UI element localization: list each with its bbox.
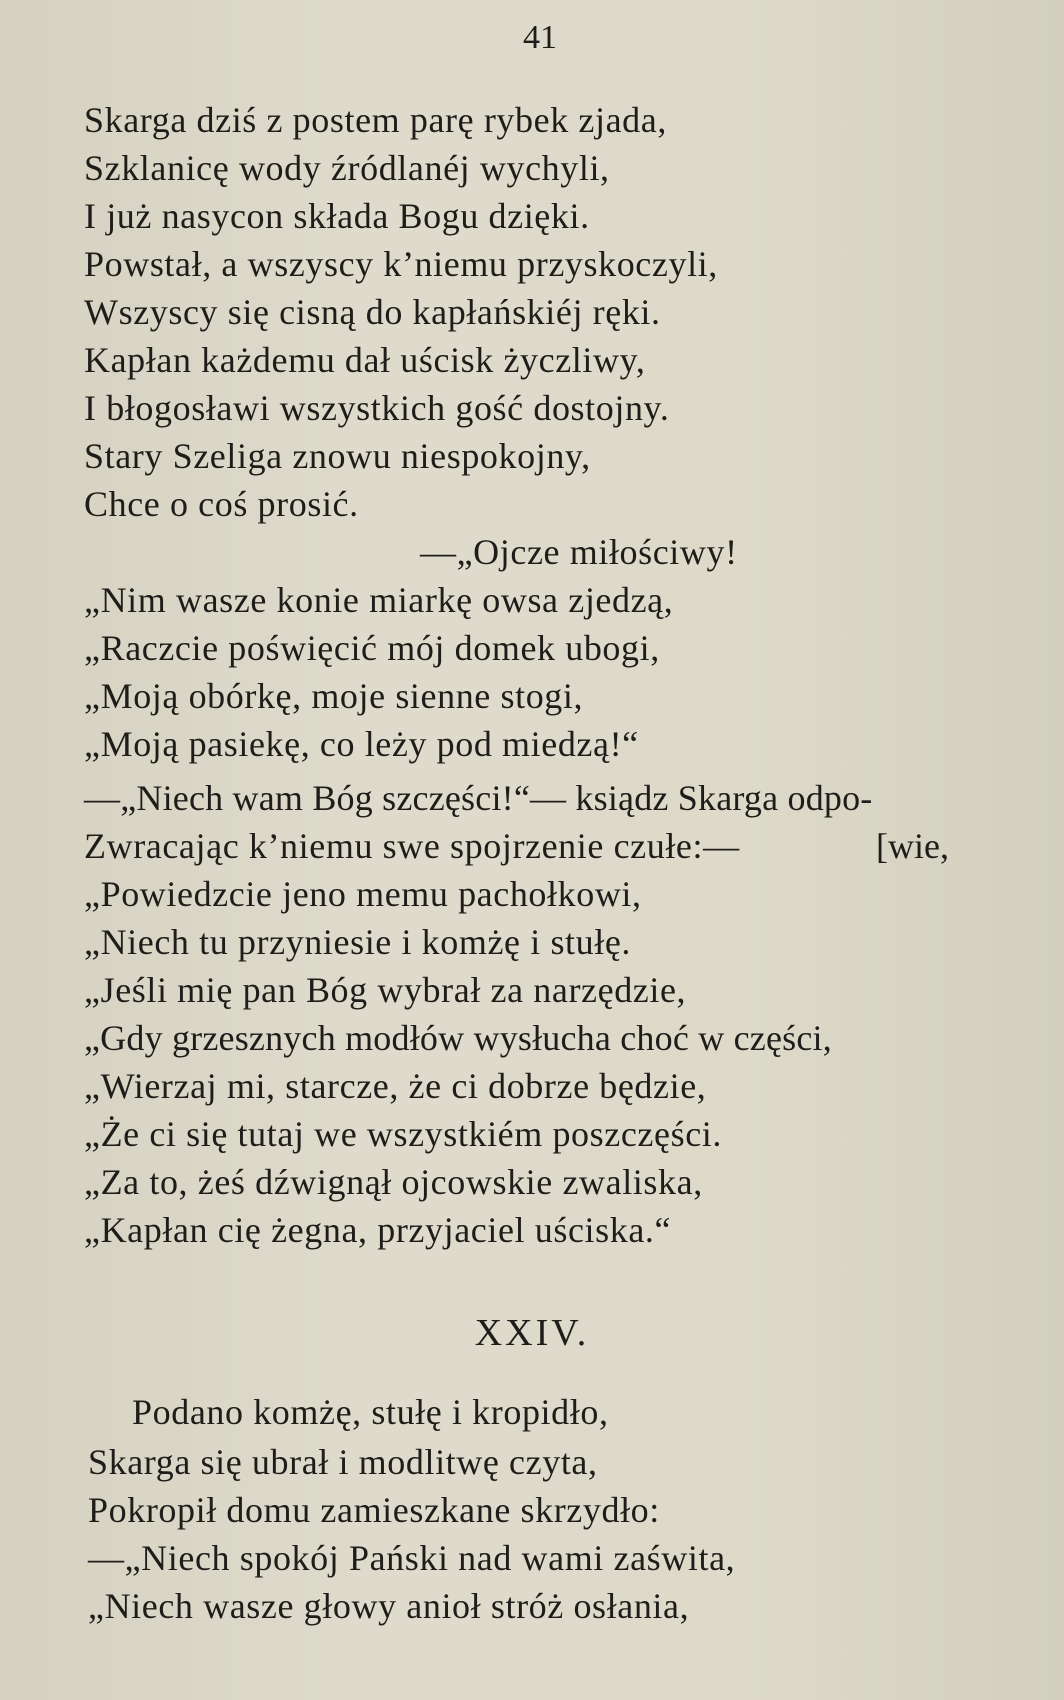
poem-line: Chce o coś prosić. xyxy=(84,484,359,524)
poem-line: Podano komżę, stułę i kropidło, xyxy=(132,1392,609,1432)
page-number: 41 xyxy=(523,19,557,56)
poem-line: „Nim wasze konie miarkę owsa zjedzą, xyxy=(84,580,674,620)
poem-line: „Że ci się tutaj we wszystkiém poszczęści. xyxy=(84,1114,722,1154)
poem-line: I błogosławi wszystkich gość dostojny. xyxy=(84,388,670,428)
poem-line: —„Ojcze miłościwy! xyxy=(420,532,738,572)
poem-line: Wszyscy się cisną do kapłańskiéj ręki. xyxy=(84,292,661,332)
poem-line: „Niech tu przyniesie i komżę i stułę. xyxy=(84,922,632,962)
poem-line: „Moją obórkę, moje sienne stogi, xyxy=(84,676,584,716)
poem-line: „Jeśli mię pan Bóg wybrał za narzędzie, xyxy=(84,970,687,1010)
poem-line: „Kapłan cię żegna, przyjaciel uściska.“ xyxy=(84,1210,672,1250)
poem-line: Kapłan każdemu dał uścisk życzliwy, xyxy=(84,340,646,380)
poem-line: „Powiedzcie jeno memu pachołkowi, xyxy=(84,874,642,914)
poem-line: Szklanicę wody źródlanéj wychyli, xyxy=(84,148,610,188)
poem-line: Pokropił domu zamieszkane skrzydło: xyxy=(88,1490,660,1530)
poem-line: „Gdy grzesznych modłów wysłucha choć w części, xyxy=(84,1018,832,1058)
poem-line: —„Niech spokój Pański nad wami zaświta, xyxy=(88,1538,736,1578)
poem-line: „Raczcie poświęcić mój domek ubogi, xyxy=(84,628,660,668)
poem-line: „Niech wasze głowy anioł stróż osłania, xyxy=(88,1586,690,1626)
poem-line: „Moją pasiekę, co leży pod miedzą!“ xyxy=(84,724,639,764)
poem-line: —„Niech wam Bóg szczęści!“— ksiądz Skarga odpo- xyxy=(84,778,873,818)
overflow-word: [wie, xyxy=(876,826,949,866)
poem-line: Zwracając k’niemu swe spojrzenie czułe:— xyxy=(84,826,740,866)
poem-line: „Za to, żeś dźwignął ojcowskie zwaliska, xyxy=(84,1162,703,1202)
section-heading: XXIV. xyxy=(474,1312,590,1354)
poem-line: Powstał, a wszyscy k’niemu przyskoczyli, xyxy=(84,244,718,284)
poem-line: „Wierzaj mi, starcze, że ci dobrze będzie, xyxy=(84,1066,707,1106)
poem-line: Skarga się ubrał i modlitwę czyta, xyxy=(88,1442,598,1482)
poem-line: I już nasycon składa Bogu dzięki. xyxy=(84,196,590,236)
poem-line: Skarga dziś z postem parę rybek zjada, xyxy=(84,100,667,140)
poem-line: Stary Szeliga znowu niespokojny, xyxy=(84,436,591,476)
